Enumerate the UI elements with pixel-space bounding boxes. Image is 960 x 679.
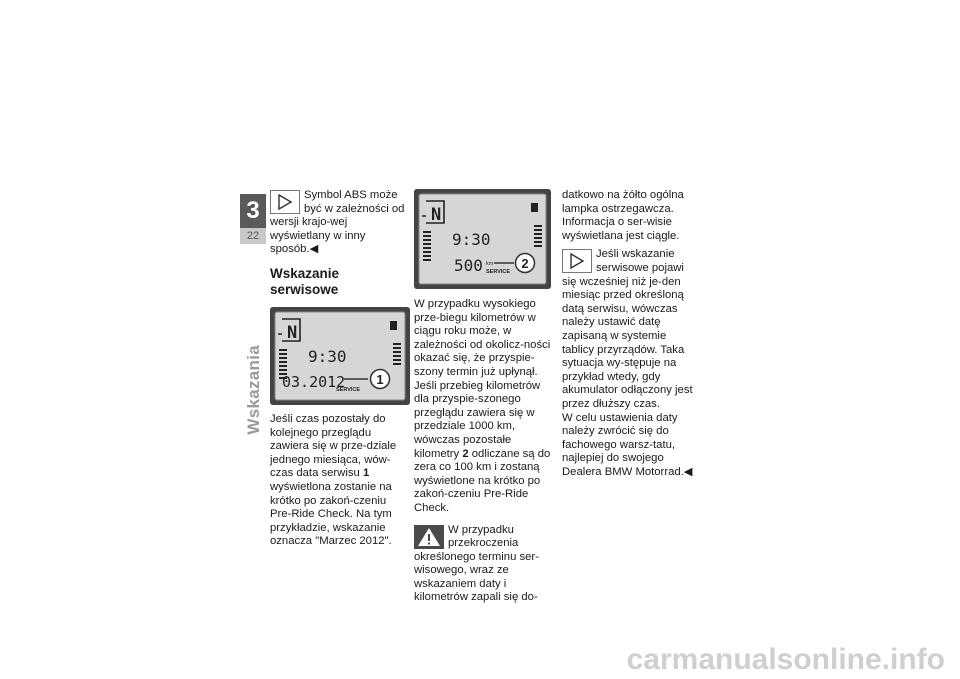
watermark: carmanualsonline.info xyxy=(626,643,945,676)
chapter-number: 3 xyxy=(240,194,266,228)
date-setting-note xyxy=(562,248,698,411)
note-triangle-icon xyxy=(562,249,592,273)
service-date-display xyxy=(270,307,410,405)
service-distance-display xyxy=(414,189,551,289)
distance-unit: km xyxy=(486,261,494,267)
paragraph-text: wyświetlona zostanie na krótko po zakoń-czeniu Pre-Ride Check. Na tym przykładzie, wskazanie oznacza "Marzec 2012". xyxy=(270,480,392,548)
warning-icon xyxy=(414,525,444,549)
clock-readout: 9:30 xyxy=(308,346,347,366)
column-3 xyxy=(562,189,698,479)
paragraph-text: W przypadku wysokiego prze-biegu kilometrów w ciągu roku może, w zależności od okolicz-ności okazać się, że przyspie-szony termin już upłynął. Jeśli przebieg kilometrów dla przyspie-szonego przeglądu zawiera się w przedziale 1000 km, wówczas pozostałe kilometry xyxy=(414,298,551,460)
service-distance-readout: 500 xyxy=(454,256,483,275)
reference-2: 2 xyxy=(462,447,469,460)
gear-indicator: N xyxy=(431,205,442,225)
warning-note xyxy=(414,524,551,606)
page-number: 22 xyxy=(240,228,266,244)
section-side-title-text: Wskazania xyxy=(244,345,263,435)
gear-indicator: N xyxy=(287,322,298,343)
abs-note-text: Symbol ABS może być w zależności od wersji krajo-wej wyświetlany w inny sposób.◀ xyxy=(270,189,405,256)
section-side-title xyxy=(243,345,265,445)
service-date-paragraph xyxy=(270,413,410,549)
callout-2: 2 xyxy=(521,256,529,271)
clock-readout: 9:30 xyxy=(452,230,491,249)
dealer-paragraph: W celu ustawienia daty należy zwrócić się do fachowego warsz-tatu, najlepiej do swojego Dealera BMW Motorrad.◀ xyxy=(562,411,693,478)
paragraph-text: Jeśli czas pozostały do kolejnego przeglądu zawiera się w prze-dziale jednego miesiąca, wów-czas data serwisu xyxy=(270,412,397,480)
callout-1: 1 xyxy=(376,371,384,387)
service-date-readout: 03.2012 xyxy=(282,372,346,391)
column-1 xyxy=(270,189,410,549)
date-setting-note-text: Jeśli wskazanie serwisowe pojawi się wcześniej niż je-den miesiąc przed określoną datą serwisu, wówczas należy ustawić datę zapisaną w systemie tablicy przyrządów. Taka sytuacja wy-stępuje na przykład wtedy, gdy akumulator odłączony jest przez dłuższy czas. xyxy=(562,248,693,410)
fuel-icon xyxy=(531,203,538,212)
service-label: SERVICE xyxy=(486,269,511,275)
column-2 xyxy=(414,189,551,605)
abs-note xyxy=(270,189,410,257)
paragraph-text: odliczane są do zera co 100 km i zostaną wyświetlone na krótko po zakoń-czeniu Pre-Ride Check. xyxy=(414,447,551,514)
distance-paragraph xyxy=(414,298,551,516)
note-triangle-icon xyxy=(270,190,300,214)
warning-note-text: W przypadku przekroczenia określonego terminu ser-wisowego, wraz ze wskazaniem daty i kilometrów zapali się do- xyxy=(414,523,539,604)
reference-1: 1 xyxy=(362,467,370,480)
service-heading: Wskazanie serwisowe xyxy=(270,265,340,297)
service-label: SERVICE xyxy=(336,386,361,393)
fuel-icon xyxy=(390,321,397,330)
warning-continued-paragraph: datkowo na żółto ogólna lampka ostrzegawcza. Informacja o ser-wisie wyświetlana jest ciągle. xyxy=(562,189,684,242)
